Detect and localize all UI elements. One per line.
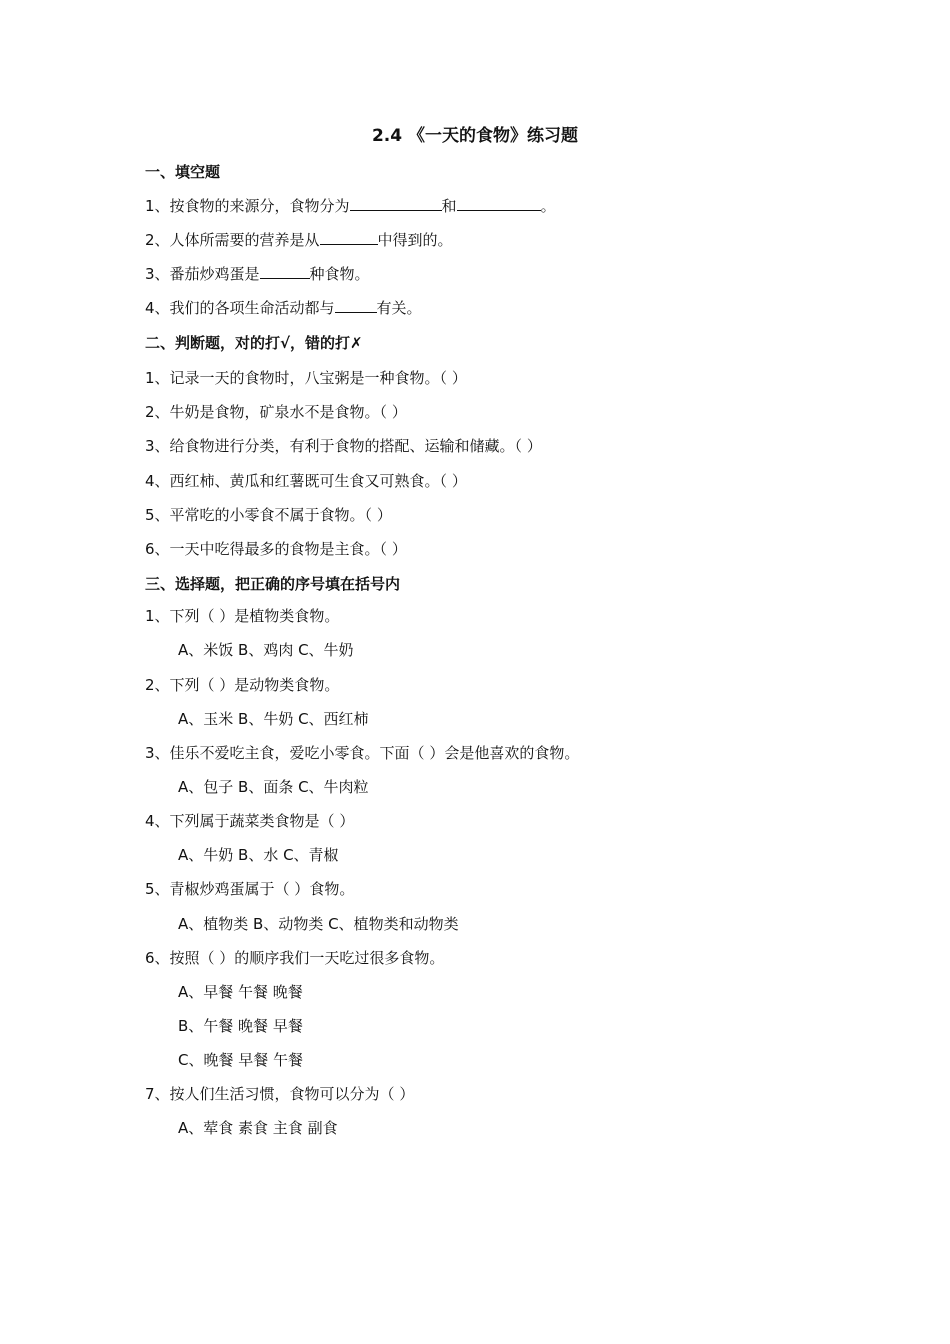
fill-question-4-text-a: 4、我们的各项生命活动都与	[145, 299, 335, 317]
choice-question-4-options: A、牛奶 B、水 C、青椒	[178, 846, 339, 864]
answer-blank	[335, 296, 377, 313]
fill-question-1-text-c: 。	[540, 197, 556, 215]
page-title: 2.4 《一天的食物》练习题	[371, 126, 579, 146]
choice-question-5-options: A、植物类 B、动物类 C、植物类和动物类	[178, 915, 459, 933]
choice-question-7: 7、按人们生活习惯，食物可以分为（ ）	[145, 1085, 415, 1103]
answer-blank	[260, 262, 310, 279]
choice-question-6-option-a: A、早餐 午餐 晚餐	[178, 983, 303, 1001]
choice-question-6-option-b: B、午餐 晚餐 早餐	[178, 1017, 303, 1035]
judge-question-1: 1、记录一天的食物时，八宝粥是一种食物。（ ）	[145, 369, 467, 387]
fill-question-2	[145, 228, 453, 251]
choice-question-1: 1、下列（ ）是植物类食物。	[145, 607, 340, 625]
choice-question-6-option-c: C、晚餐 早餐 午餐	[178, 1051, 304, 1069]
section-heading-multiple-choice: 三、选择题，把正确的序号填在括号内	[145, 575, 401, 593]
choice-question-7-options: A、荤食 素食 主食 副食	[178, 1119, 338, 1137]
judge-question-3: 3、给食物进行分类，有利于食物的搭配、运输和储藏。（ ）	[145, 437, 542, 455]
fill-question-2-text-a: 2、人体所需要的营养是从	[145, 231, 320, 249]
fill-question-3-text-b: 种食物。	[309, 265, 370, 283]
section-heading-true-false: 二、判断题，对的打√，错的打✗	[145, 334, 363, 352]
section-heading-fill-in: 一、填空题	[145, 163, 221, 181]
answer-blank	[457, 194, 541, 211]
judge-question-2: 2、牛奶是食物，矿泉水不是食物。（ ）	[145, 403, 407, 421]
fill-question-4	[145, 296, 422, 319]
judge-question-6: 6、一天中吃得最多的食物是主食。（ ）	[145, 540, 407, 558]
fill-question-1-text-a: 1、按食物的来源分，食物分为	[145, 197, 350, 215]
judge-question-5: 5、平常吃的小零食不属于食物。（ ）	[145, 506, 392, 524]
choice-question-3: 3、佳乐不爱吃主食，爱吃小零食。下面（ ）会是他喜欢的食物。	[145, 744, 580, 762]
answer-blank	[350, 194, 442, 211]
answer-blank	[320, 228, 378, 245]
choice-question-2-options: A、玉米 B、牛奶 C、西红柿	[178, 710, 369, 728]
choice-question-3-options: A、包子 B、面条 C、牛肉粒	[178, 778, 369, 796]
choice-question-1-options: A、米饭 B、鸡肉 C、牛奶	[178, 641, 354, 659]
fill-question-3	[145, 262, 370, 285]
fill-question-1	[145, 194, 556, 217]
choice-question-6: 6、按照（ ）的顺序我们一天吃过很多食物。	[145, 949, 445, 967]
fill-question-1-text-b: 和	[441, 197, 457, 215]
choice-question-2: 2、下列（ ）是动物类食物。	[145, 676, 340, 694]
fill-question-2-text-b: 中得到的。	[377, 231, 453, 249]
fill-question-3-text-a: 3、番茄炒鸡蛋是	[145, 265, 260, 283]
fill-question-4-text-b: 有关。	[376, 299, 422, 317]
choice-question-4: 4、下列属于蔬菜类食物是（ ）	[145, 812, 355, 830]
judge-question-4: 4、西红柿、黄瓜和红薯既可生食又可熟食。（ ）	[145, 472, 467, 490]
choice-question-5: 5、青椒炒鸡蛋属于（ ）食物。	[145, 880, 355, 898]
